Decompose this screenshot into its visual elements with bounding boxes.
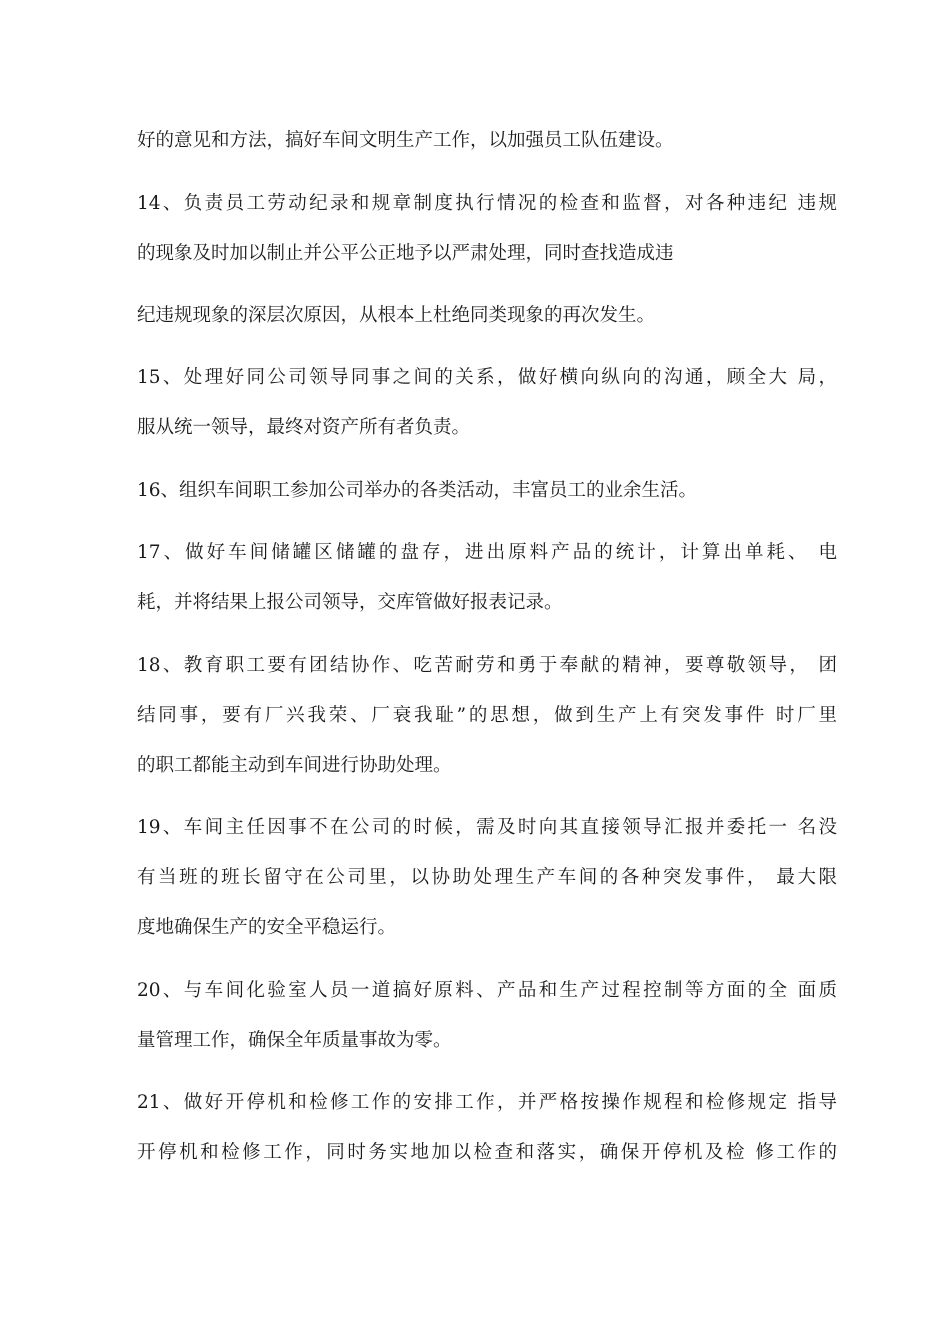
text-line: 开停机和检修工作，同时务实地加以检查和落实，确保开停机及检 修工作的 bbox=[137, 1142, 837, 1163]
text-line: 的职工都能主动到车间进行协助处理。 bbox=[137, 755, 452, 776]
text-line: 纪违规现象的深层次原因，从根本上杜绝同类现象的再次发生。 bbox=[137, 305, 656, 326]
text-line: 21、做好开停机和检修工作的安排工作，并严格按操作规程和检修规定 指导 bbox=[137, 1092, 837, 1113]
text-line: 16、组织车间职工参加公司举办的各类活动，丰富员工的业余生活。 bbox=[137, 480, 698, 501]
text-line: 的现象及时加以制止并公平公正地予以严肃处理，同时查找造成违 bbox=[137, 243, 674, 264]
text-line: 14、负责员工劳动纪录和规章制度执行情况的检查和监督，对各种违纪 违规 bbox=[137, 193, 837, 214]
text-line: 结同事，要有厂兴我荣、厂衰我耻”的思想，做到生产上有突发事件 时厂里 bbox=[137, 705, 837, 726]
text-line: 17、做好车间储罐区储罐的盘存，进出原料产品的统计，计算出单耗、 电 bbox=[137, 542, 837, 563]
text-line: 19、车间主任因事不在公司的时候，需及时向其直接领导汇报并委托一 名没 bbox=[137, 817, 837, 838]
text-line: 服从统一领导，最终对资产所有者负责。 bbox=[137, 417, 471, 438]
text-line: 量管理工作，确保全年质量事故为零。 bbox=[137, 1030, 452, 1051]
text-line: 好的意见和方法，搞好车间文明生产工作，以加强员工队伍建设。 bbox=[137, 130, 674, 151]
text-line: 耗，并将结果上报公司领导，交库管做好报表记录。 bbox=[137, 592, 563, 613]
text-line: 度地确保生产的安全平稳运行。 bbox=[137, 917, 397, 938]
text-line: 20、与车间化验室人员一道搞好原料、产品和生产过程控制等方面的全 面质 bbox=[137, 980, 837, 1001]
text-line: 15、处理好同公司领导同事之间的关系，做好横向纵向的沟通，顾全大 局， bbox=[137, 367, 837, 388]
text-line: 18、教育职工要有团结协作、吃苦耐劳和勇于奉献的精神，要尊敬领导， 团 bbox=[137, 655, 837, 676]
text-line: 有当班的班长留守在公司里，以协助处理生产车间的各种突发事件， 最大限 bbox=[137, 867, 837, 888]
